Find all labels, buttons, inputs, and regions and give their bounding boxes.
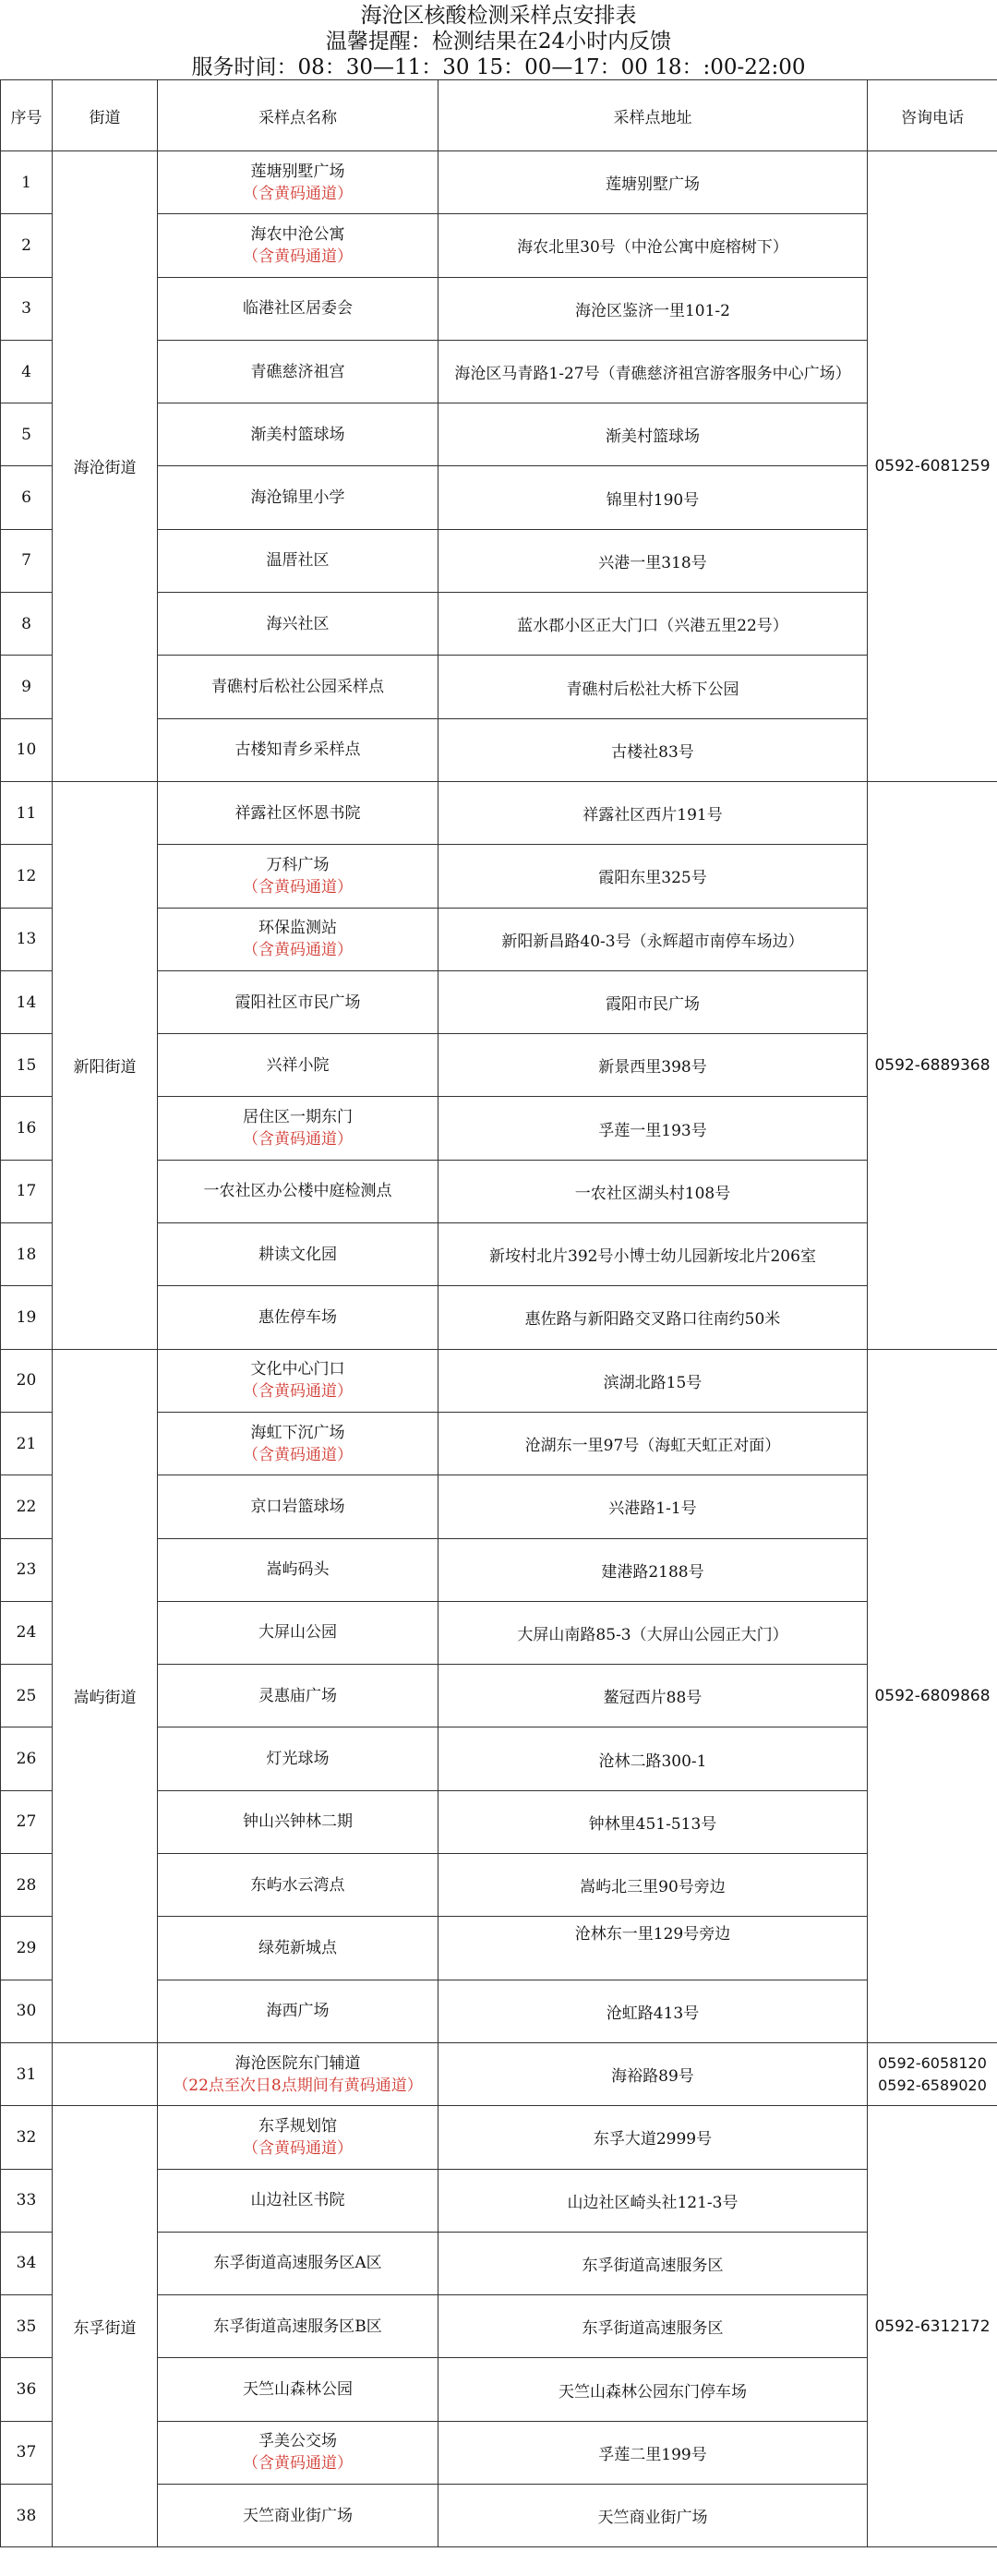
site-address: 蓝水郡小区正大门口（兴港五里22号） — [517, 617, 788, 636]
site-name: 山边社区书院 — [250, 2191, 345, 2210]
column-header-street: 街道 — [53, 80, 158, 151]
site-name: 海西广场 — [266, 2002, 330, 2021]
site-name-cell — [158, 277, 438, 340]
site-name: 海虹下沉广场 — [250, 1423, 345, 1442]
site-name-cell — [158, 1665, 438, 1727]
site-name-cell — [158, 656, 438, 718]
row-number: 2 — [1, 214, 53, 277]
row-number: 12 — [1, 845, 53, 908]
site-address: 海沧区马青路1-27号（青礁慈济祖宫游客服务中心广场） — [454, 365, 851, 384]
site-name: 莲塘别墅广场 — [250, 162, 345, 181]
address-cell — [438, 2358, 868, 2421]
site-name-cell — [158, 1980, 438, 2042]
site-name-cell — [158, 845, 438, 908]
column-header-phone: 咨询电话 — [868, 80, 997, 151]
address-cell — [438, 1917, 868, 1980]
site-name: 钟山兴钟林二期 — [243, 1812, 353, 1832]
row-number: 31 — [1, 2042, 53, 2105]
address-cell — [438, 466, 868, 529]
row-number: 11 — [1, 781, 53, 844]
sheet-hours: 服务时间：08：30—11：30 15：00—17：00 18：:00-22:00 — [191, 55, 806, 79]
row-number: 24 — [1, 1601, 53, 1664]
row-number: 19 — [1, 1286, 53, 1349]
yellow-code-note: （含黄码通道） — [243, 1445, 353, 1464]
row-number: 21 — [1, 1412, 53, 1475]
row-number: 38 — [1, 2484, 53, 2546]
phone-number: 0592-6589020 — [878, 2076, 987, 2094]
site-name: 一农社区办公楼中庭检测点 — [203, 1182, 392, 1201]
site-address: 东孚街道高速服务区 — [582, 2319, 724, 2339]
address-cell — [438, 2295, 868, 2358]
site-name: 环保监测站 — [258, 919, 337, 938]
address-cell — [438, 2421, 868, 2484]
site-name-cell — [158, 781, 438, 844]
row-number: 20 — [1, 1349, 53, 1412]
sampling-sites-table — [0, 79, 997, 2547]
site-name-cell — [158, 1854, 438, 1917]
site-name: 文化中心门口 — [250, 1360, 345, 1379]
address-cell — [438, 214, 868, 277]
phone-cell: 0592-6081259 — [868, 151, 997, 782]
address-cell — [438, 1097, 868, 1160]
site-name-cell — [158, 466, 438, 529]
site-address: 新垵村北片392号小博士幼儿园新垵北片206室 — [489, 1247, 816, 1267]
site-address: 鳌冠西片88号 — [603, 1689, 703, 1708]
row-number: 35 — [1, 2295, 53, 2358]
site-address: 海农北里30号（中沧公寓中庭榕树下） — [517, 238, 788, 258]
site-address: 东孚大道2999号 — [593, 2130, 713, 2149]
address-cell — [438, 151, 868, 214]
site-name-cell — [158, 340, 438, 403]
row-number: 18 — [1, 1223, 53, 1286]
site-name-cell — [158, 1790, 438, 1853]
column-header-address: 采样点地址 — [438, 80, 868, 151]
site-name: 大屏山公园 — [258, 1623, 337, 1643]
row-number: 17 — [1, 1160, 53, 1222]
site-name: 东孚街道高速服务区A区 — [213, 2254, 382, 2273]
site-address: 天竺商业街广场 — [597, 2509, 708, 2528]
yellow-code-note: （含黄码通道） — [243, 2138, 353, 2158]
address-cell — [438, 1349, 868, 1412]
site-name: 嵩屿码头 — [266, 1560, 330, 1580]
street-cell: 东孚街道 — [53, 2106, 158, 2547]
address-cell — [438, 1538, 868, 1601]
site-name: 青礁村后松社公园采样点 — [211, 678, 384, 697]
address-cell — [438, 1665, 868, 1727]
row-number: 30 — [1, 1980, 53, 2042]
address-cell — [438, 1980, 868, 2042]
site-name-cell — [158, 214, 438, 277]
row-number: 8 — [1, 593, 53, 656]
site-name-cell — [158, 2358, 438, 2421]
address-cell — [438, 1160, 868, 1222]
row-number: 9 — [1, 656, 53, 718]
address-cell — [438, 908, 868, 970]
address-cell — [438, 1412, 868, 1475]
row-number: 32 — [1, 2106, 53, 2169]
site-name: 海沧医院东门辅道 — [234, 2053, 361, 2073]
site-address: 渐美村篮球场 — [606, 427, 700, 447]
site-address: 山边社区崎头社121-3号 — [567, 2193, 739, 2212]
site-name-cell — [158, 1412, 438, 1475]
site-name: 祥露社区怀恩书院 — [234, 803, 361, 823]
row-number: 36 — [1, 2358, 53, 2421]
site-name-cell — [158, 1917, 438, 1980]
row-number: 15 — [1, 1034, 53, 1097]
site-address: 古楼社83号 — [611, 742, 694, 762]
table-row — [1, 151, 997, 214]
site-address: 兴港路1-1号 — [608, 1499, 697, 1519]
site-address: 孚莲二里199号 — [598, 2445, 707, 2464]
address-cell — [438, 781, 868, 844]
phone-cell: 0592-6889368 — [868, 781, 997, 1349]
site-name: 天竺商业街广场 — [243, 2506, 353, 2525]
row-number: 26 — [1, 1727, 53, 1790]
address-cell — [438, 718, 868, 781]
site-address: 滨湖北路15号 — [603, 1373, 703, 1392]
site-address: 兴港一里318号 — [598, 553, 707, 572]
row-number: 3 — [1, 277, 53, 340]
address-cell — [438, 2232, 868, 2294]
site-address: 沧虹路413号 — [606, 2004, 700, 2023]
sheet-header — [0, 0, 997, 79]
site-name-cell — [158, 593, 438, 656]
sheet-reminder: 温馨提醒：检测结果在24小时内反馈 — [325, 30, 672, 54]
table-row — [1, 2042, 997, 2105]
site-name-cell — [158, 1223, 438, 1286]
site-address: 一农社区湖头村108号 — [574, 1184, 731, 1203]
yellow-code-note: （含黄码通道） — [243, 184, 353, 203]
site-address: 沧林二路300-1 — [598, 1751, 707, 1771]
street-cell — [53, 2042, 158, 2105]
site-name-cell — [158, 1727, 438, 1790]
address-cell — [438, 2042, 868, 2105]
yellow-code-note: （含黄码通道） — [243, 2454, 353, 2474]
site-name: 渐美村篮球场 — [250, 425, 345, 444]
site-name: 居住区一期东门 — [243, 1108, 353, 1127]
site-name: 东屿水云湾点 — [250, 1875, 345, 1895]
row-number: 14 — [1, 970, 53, 1033]
site-name-cell — [158, 970, 438, 1033]
address-cell — [438, 1475, 868, 1538]
row-number: 16 — [1, 1097, 53, 1160]
site-name: 孚美公交场 — [258, 2432, 337, 2451]
address-cell — [438, 1854, 868, 1917]
phone-number: 0592-6058120 — [878, 2053, 987, 2072]
site-address: 天竺山森林公园东门停车场 — [559, 2382, 747, 2401]
site-address: 锦里村190号 — [606, 490, 700, 510]
site-name: 万科广场 — [266, 855, 330, 874]
site-name: 京口岩篮球场 — [250, 1497, 345, 1516]
address-cell — [438, 2106, 868, 2169]
site-name-cell — [158, 2484, 438, 2546]
site-address: 霞阳东里325号 — [598, 869, 707, 888]
yellow-code-note: （22点至次日8点期间有黄码通道） — [173, 2076, 423, 2095]
row-number: 13 — [1, 908, 53, 970]
site-address: 霞阳市民广场 — [606, 995, 700, 1014]
address-cell — [438, 340, 868, 403]
site-name-cell — [158, 1160, 438, 1222]
table-row — [1, 1349, 997, 1412]
yellow-code-note: （含黄码通道） — [243, 247, 353, 266]
yellow-code-note: （含黄码通道） — [243, 941, 353, 960]
site-name-cell — [158, 2106, 438, 2169]
column-header-no: 序号 — [1, 80, 53, 151]
address-cell — [438, 403, 868, 466]
site-address: 莲塘别墅广场 — [606, 175, 700, 195]
site-name: 海沧锦里小学 — [250, 488, 345, 508]
row-number: 4 — [1, 340, 53, 403]
table-header-row — [1, 80, 997, 151]
site-name: 天竺山森林公园 — [243, 2380, 353, 2400]
site-name-cell — [158, 1349, 438, 1412]
site-name: 临港社区居委会 — [243, 299, 353, 319]
column-header-site-name: 采样点名称 — [158, 80, 438, 151]
site-name-cell — [158, 1538, 438, 1601]
address-cell — [438, 1034, 868, 1097]
site-address: 海裕路89号 — [611, 2067, 694, 2087]
site-name: 东孚规划馆 — [258, 2116, 337, 2136]
street-cell: 新阳街道 — [53, 781, 158, 1349]
row-number: 25 — [1, 1665, 53, 1727]
site-name: 耕读文化园 — [258, 1245, 337, 1264]
site-address: 惠佐路与新阳路交叉路口往南约50米 — [524, 1310, 781, 1330]
row-number: 1 — [1, 151, 53, 214]
row-number: 6 — [1, 466, 53, 529]
row-number: 10 — [1, 718, 53, 781]
site-name-cell — [158, 1286, 438, 1349]
address-cell — [438, 2169, 868, 2232]
row-number: 28 — [1, 1854, 53, 1917]
address-cell — [438, 529, 868, 592]
site-address: 沧林东一里129号旁边 — [574, 1924, 731, 1944]
site-address: 新阳新昌路40-3号（永辉超市南停车场边） — [501, 932, 804, 951]
site-address: 青礁村后松社大桥下公园 — [566, 680, 739, 699]
address-cell — [438, 656, 868, 718]
site-address: 海沧区鉴济一里101-2 — [574, 301, 730, 320]
site-address: 建港路2188号 — [601, 1562, 704, 1582]
site-name: 兴祥小院 — [266, 1055, 330, 1075]
address-cell — [438, 1286, 868, 1349]
site-name: 霞阳社区市民广场 — [234, 993, 361, 1012]
site-name: 惠佐停车场 — [258, 1307, 337, 1327]
phone-cell: 0592-6312172 — [868, 2106, 997, 2547]
site-name-cell — [158, 2421, 438, 2484]
address-cell — [438, 845, 868, 908]
phone-cell: 0592-6809868 — [868, 1349, 997, 2042]
site-name-cell — [158, 529, 438, 592]
site-name-cell — [158, 718, 438, 781]
table-row — [1, 2106, 997, 2169]
site-name: 灯光球场 — [266, 1750, 330, 1769]
row-number: 23 — [1, 1538, 53, 1601]
site-address: 东孚街道高速服务区 — [582, 2256, 724, 2275]
site-name-cell — [158, 908, 438, 970]
row-number: 34 — [1, 2232, 53, 2294]
address-cell — [438, 1223, 868, 1286]
site-name: 东孚街道高速服务区B区 — [213, 2317, 382, 2336]
row-number: 22 — [1, 1475, 53, 1538]
row-number: 5 — [1, 403, 53, 466]
address-cell — [438, 593, 868, 656]
site-name-cell — [158, 151, 438, 214]
street-cell: 海沧街道 — [53, 151, 158, 782]
site-address: 孚莲一里193号 — [598, 1121, 707, 1140]
site-address: 钟林里451-513号 — [588, 1814, 717, 1834]
site-address: 新景西里398号 — [598, 1058, 707, 1077]
yellow-code-note: （含黄码通道） — [243, 1130, 353, 1150]
yellow-code-note: （含黄码通道） — [243, 877, 353, 897]
sheet-title: 海沧区核酸检测采样点安排表 — [360, 4, 637, 28]
row-number: 27 — [1, 1790, 53, 1853]
site-name: 海农中沧公寓 — [250, 224, 345, 244]
site-address: 大屏山南路85-3（大屏山公园正大门） — [517, 1625, 788, 1644]
table-row — [1, 781, 997, 844]
site-address: 嵩屿北三里90号旁边 — [580, 1878, 726, 1897]
address-cell — [438, 277, 868, 340]
site-address: 沧湖东一里97号（海虹天虹正对面） — [524, 1437, 781, 1456]
row-number: 37 — [1, 2421, 53, 2484]
address-cell — [438, 1601, 868, 1664]
yellow-code-note: （含黄码通道） — [243, 1382, 353, 1402]
site-name: 青礁慈济祖宫 — [250, 362, 345, 381]
row-number: 29 — [1, 1917, 53, 1980]
site-address: 祥露社区西片191号 — [583, 806, 723, 825]
site-name: 古楼知青乡采样点 — [234, 740, 361, 760]
address-cell — [438, 970, 868, 1033]
site-name-cell — [158, 1475, 438, 1538]
street-cell: 嵩屿街道 — [53, 1349, 158, 2042]
table-body — [1, 151, 997, 2547]
site-name: 绿苑新城点 — [258, 1938, 337, 1957]
row-number: 7 — [1, 529, 53, 592]
site-name-cell — [158, 2295, 438, 2358]
address-cell — [438, 1790, 868, 1853]
site-name-cell — [158, 2042, 438, 2105]
site-name-cell — [158, 1601, 438, 1664]
site-name: 温厝社区 — [266, 551, 330, 571]
site-name: 海兴社区 — [266, 614, 330, 633]
site-name-cell — [158, 403, 438, 466]
site-name-cell — [158, 2232, 438, 2294]
phone-cell — [868, 2042, 997, 2105]
site-name-cell — [158, 2169, 438, 2232]
site-name-cell — [158, 1034, 438, 1097]
site-name-cell — [158, 1097, 438, 1160]
address-cell — [438, 1727, 868, 1790]
address-cell — [438, 2484, 868, 2546]
row-number: 33 — [1, 2169, 53, 2232]
site-name: 灵惠庙广场 — [258, 1686, 337, 1705]
